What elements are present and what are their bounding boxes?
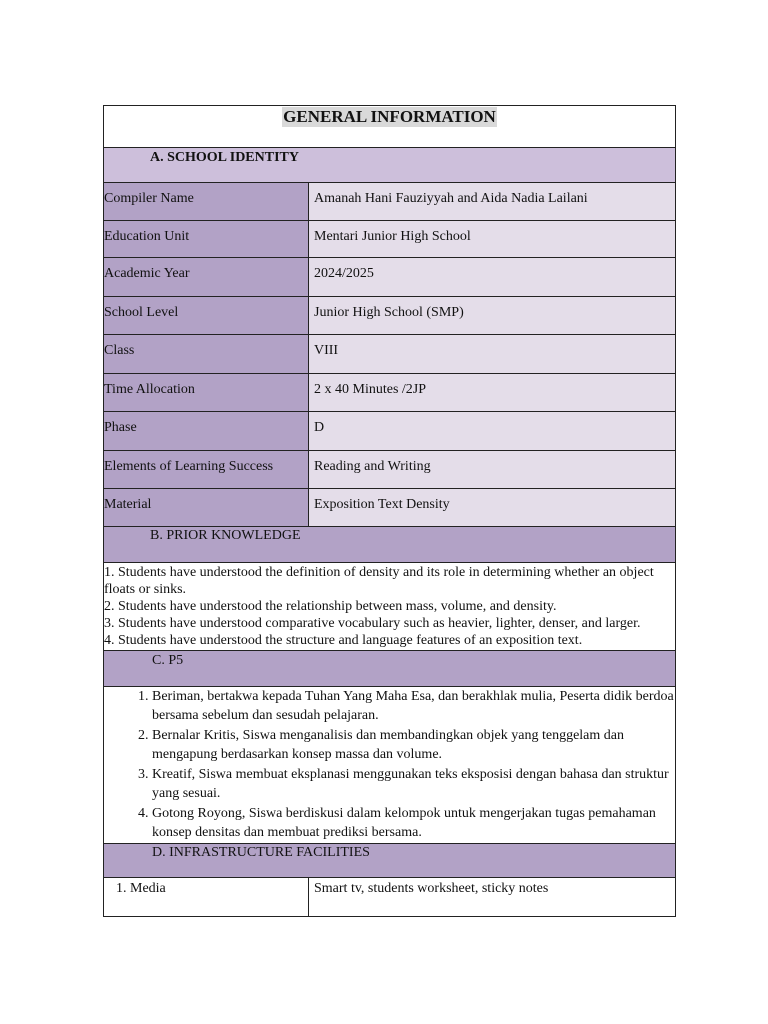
p5-list — [104, 687, 675, 844]
list-item: 1. Students have understood the definition of density and its role in determining whether an object floats or sinks. — [104, 564, 654, 597]
section-heading: C. P5 — [152, 652, 184, 668]
prior-knowledge-list — [104, 563, 675, 651]
row-value: Junior High School (SMP) — [309, 297, 675, 335]
section-heading: B. PRIOR KNOWLEDGE — [150, 527, 301, 543]
section-p5 — [104, 651, 675, 687]
section-prior-knowledge — [104, 527, 675, 563]
list-item: 2. Bernalar Kritis, Siswa menganalisis dan membandingkan objek yang tenggelam dan mengapung berdasarkan konsep massa dan volume. — [152, 726, 675, 765]
list-item: 4. Gotong Royong, Siswa berdiskusi dalam kelompok untuk mengerjakan tugas pemahaman konsep densitas dan membuat prediksi bersama. — [152, 804, 675, 843]
table-row — [104, 221, 675, 259]
section-heading: D. INFRASTRUCTURE FACILITIES — [152, 844, 370, 860]
table-row — [104, 878, 675, 916]
table-row — [104, 374, 675, 413]
row-label: Education Unit — [104, 221, 309, 258]
row-value: Mentari Junior High School — [309, 221, 675, 258]
row-label: 1. Media — [104, 878, 309, 916]
list-item: 1. Beriman, bertakwa kepada Tuhan Yang Maha Esa, dan berakhlak mulia, Peserta didik berdoa bersama sebelum dan sesudah pelajaran. — [152, 687, 675, 726]
row-label: School Level — [104, 297, 309, 335]
row-value: 2024/2025 — [309, 258, 675, 296]
list-item: 3. Students have understood comparative vocabulary such as heavier, lighter, denser, and larger. — [104, 615, 641, 631]
section-infrastructure — [104, 844, 675, 878]
row-label: Academic Year — [104, 258, 309, 296]
section-heading: A. SCHOOL IDENTITY — [150, 150, 299, 165]
table-row — [104, 412, 675, 451]
list-item: 2. Students have understood the relationship between mass, volume, and density. — [104, 598, 557, 614]
row-label: Phase — [104, 412, 309, 450]
page-title: GENERAL INFORMATION — [283, 107, 496, 126]
row-value: VIII — [309, 335, 675, 373]
row-label: Compiler Name — [104, 183, 309, 220]
table-row — [104, 335, 675, 374]
row-value: 2 x 40 Minutes /2JP — [309, 374, 675, 412]
row-label: Elements of Learning Success — [104, 451, 309, 489]
general-information-table — [103, 105, 676, 917]
row-label: Time Allocation — [104, 374, 309, 412]
table-row — [104, 258, 675, 297]
table-row — [104, 183, 675, 221]
table-row — [104, 489, 675, 527]
row-value: Reading and Writing — [309, 451, 675, 489]
row-value: D — [309, 412, 675, 450]
row-value: Amanah Hani Fauziyyah and Aida Nadia Lailani — [309, 183, 675, 220]
table-row — [104, 297, 675, 336]
list-item: 4. Students have understood the structure and language features of an exposition text. — [104, 632, 583, 648]
row-label: Class — [104, 335, 309, 373]
title-row — [104, 106, 675, 148]
row-value: Smart tv, students worksheet, sticky notes — [309, 878, 675, 916]
list-item: 3. Kreatif, Siswa membuat eksplanasi menggunakan teks eksposisi dengan bahasa dan struktur yang sesuai. — [152, 765, 675, 804]
table-row — [104, 451, 675, 490]
row-value: Exposition Text Density — [309, 489, 675, 526]
row-label: Material — [104, 489, 309, 526]
section-school-identity — [104, 148, 675, 183]
